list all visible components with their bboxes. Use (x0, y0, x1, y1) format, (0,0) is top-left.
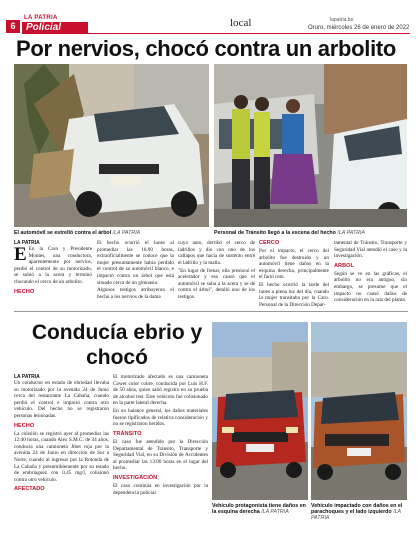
caption-text: Vehículo protagonista tiene daños en la esquina derecha (212, 503, 306, 515)
site-name: lapatria.bo (330, 17, 354, 23)
paragraph: Algunos testigos atribuyeron el hecho a los nervios de la dama (97, 287, 174, 300)
headline-story-2: Conducía ebrio y chocó (31, 321, 203, 369)
story2-column-1 (14, 374, 109, 494)
caption-photo-2 (214, 230, 407, 236)
paragraph: El hecho ocurrió el lunes al promediar las 16:00 horas, extraoficialmente se conoce que la mujer presuntamente había perdido el control de su automóvil blanco, e impactó contra un árbol que está situado cerca de un gimnasio. (97, 240, 174, 286)
story-separator (14, 311, 408, 312)
story1-column-1 (14, 240, 92, 297)
paragraph: El caso fue atendido por la Dirección Departamental de Tránsito, Transporte y Seguridad Vial, en su División de Accidentes al promediar las 13:00 horas en el lugar del hecho. (113, 438, 208, 472)
photo-copper-pickup (311, 322, 407, 500)
caption-photo-1 (14, 230, 209, 236)
paragraph: cuyo auto, derribó el cerco de ladrillos y dio con uno de los callapos que hacía de sustento entre el ladrillo y la malla. (178, 240, 255, 266)
paragraph: Según se ve en las gráficas, el arbolito no era antiguo, sin embargo, se presume que el impacto no causó daños de consideración en la raíz del planta. (334, 270, 407, 304)
photo-credit: /LA PATRIA (311, 509, 401, 521)
subhead-arbol: ARBOL (334, 262, 354, 269)
caption-text: Personal de Tránsito llegó a la escena del hecho (214, 230, 336, 236)
story1-column-5 (334, 240, 407, 305)
caption-text: El automóvil se estrelló contra el árbol (14, 230, 112, 236)
paragraph: "En lugar de frenar, ella presionó el acelerador y eso causó que el automóvil se suba a la acera y se dé contra el árbol", detalló uno de los testigos. (178, 267, 255, 300)
paragraph: La colisión se registró ayer al promediar las 12:40 horas, cuando Alex S.M.C. de 34 años, conducía una camioneta Jibet roja por la avenida 24 de Junio en dirección de Sur a Norte, cuando al ingresar por la Rotonda de La Cabaña y presumiblemente por su estado de embriaguez con 0,45 mg/l, colisionó contra otro vehículo. (14, 430, 109, 483)
page-number: 6 (6, 20, 20, 33)
subhead-hecho: HECHO (14, 422, 35, 429)
photo-transit-police (214, 64, 407, 227)
story2-column-2 (113, 374, 208, 497)
paragraph: El hecho ocurrió la tarde del lunes a plena luz del día, cuando la mujer transitaba por la Caro. Personal de la Dirección Depar- (259, 282, 329, 308)
headline-story-1: Por nervios, chocó contra un arbolito (16, 36, 397, 61)
subhead-afectado: AFECTADO (14, 486, 45, 493)
photo-credit: /LA PATRIA (261, 509, 289, 515)
dateline: LA PATRIA (14, 374, 40, 380)
brand-name: LA PATRIA (24, 15, 58, 21)
photo-red-pickup (212, 322, 308, 500)
subhead-investigacion: INVESTIGACIÓN (113, 474, 158, 481)
caption-photo-4 (311, 503, 407, 521)
subhead-transito: TRÁNSITO (113, 430, 142, 437)
photo-credit: /LA PATRIA (337, 230, 365, 236)
subhead-cerco: CERCO (259, 240, 280, 246)
photo-car-tree (14, 64, 209, 227)
section-brand: Policial (22, 22, 88, 34)
caption-photo-3 (212, 503, 308, 515)
paragraph: En un balance general, los daños materiales fueron tipificados de relativa consideración y no se registraron heridos. (113, 408, 208, 428)
photo-credit: /LA PATRIA (112, 230, 141, 236)
paragraph: Un conductor en estado de ebriedad llevaba su motorizado por la avenida 24 de Junio cerca del restaurante La Cabaña, cuando perdió el control e impactó contra otro vehículo. Del hecho no se registraron personas lesionadas. (14, 380, 109, 419)
issue-date: Oruro, miércoles 26 de enero de 2022 (308, 25, 410, 31)
paragraph: El motorizado afectado es una camioneta Cowet color cobre, conducida por Luis H.F. de 50 años, quien salió registro en su prueba de alcohol test. Este vehículo fue colisionado en la parte lateral derecha. (113, 374, 208, 407)
paragraph: tamental de Tránsito, Transporte y Seguridad Vial atendió el caso y la investigación. (334, 240, 407, 260)
paragraph: Por el impacto, el cerco del arbolito fue destruido y un automóvil tiene daños en la esquina derecha, principalmente el farol roto. (259, 248, 329, 281)
story1-column-2 (97, 240, 174, 302)
masthead-rule (88, 33, 410, 34)
section-label: local (230, 17, 252, 29)
subhead-hecho: HECHO (14, 288, 35, 295)
caption-text: Vehículo impactado con daños en el parachoques y el lado izquierdo (311, 503, 403, 515)
paragraph: El caso continúa en investigación por la dependencia policial. (113, 482, 208, 496)
paragraph: En la Caro y Presidente Montes, una conductora, aparentemente por nervios, perdió el control de su motorizado, se subió a la acera y terminó chocando el cerco de un arbolito. (14, 246, 92, 285)
dateline: LA PATRIA (14, 240, 40, 246)
story1-column-3 (178, 240, 255, 302)
drop-cap: E (14, 244, 27, 265)
story1-column-4 (259, 240, 329, 310)
